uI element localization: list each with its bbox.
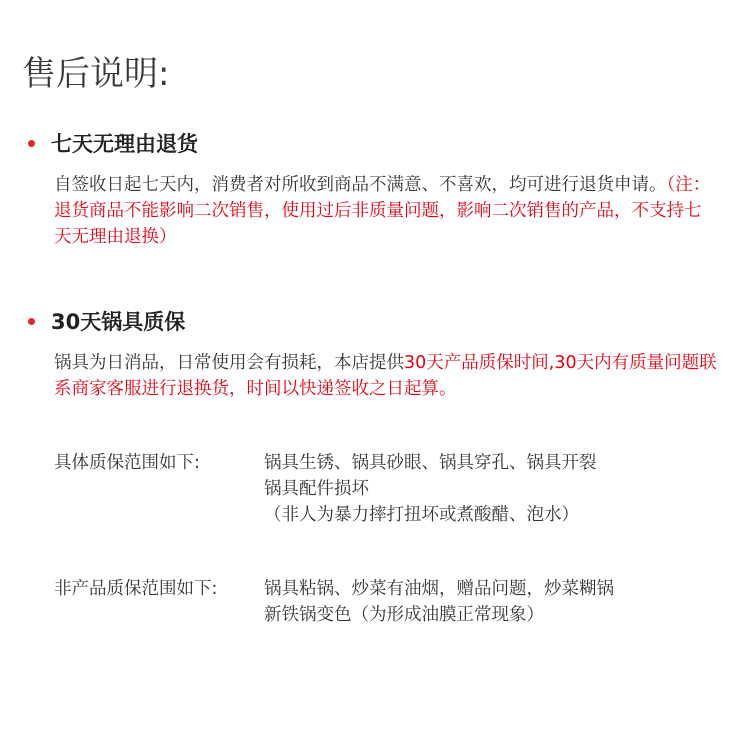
bullet-dot-icon [28, 140, 35, 147]
section-heading-return [28, 130, 198, 158]
warranty-policy-highlight: 30天产品质保时间,30天内有质量问题联系商家客服进行退换货，时间以快递签收之日起算。 [54, 353, 717, 399]
warranty-policy-plain: 锅具为日消品，日常使用会有损耗，本店提供 [54, 353, 404, 373]
return-policy-text [54, 172, 718, 250]
non-warranty-scope-line: 新铁锅变色（为形成油膜正常现象） [264, 605, 544, 625]
warranty-scope-list [264, 450, 597, 528]
page-title: 售后说明: [22, 54, 170, 94]
bullet-dot-icon [28, 318, 35, 325]
non-warranty-scope-label: 非产品质保范围如下: [54, 579, 218, 599]
section-heading-text: 30天锅具质保 [51, 310, 186, 334]
warranty-policy-text [54, 350, 718, 402]
warranty-scope-line: 锅具生锈、锅具砂眼、锅具穿孔、锅具开裂 [264, 453, 597, 473]
section-heading-warranty [28, 308, 185, 336]
warranty-scope-label: 具体质保范围如下: [54, 453, 200, 473]
section-heading-text: 七天无理由退货 [51, 132, 198, 156]
warranty-scope-line: （非人为暴力摔打扭坏或煮酸醋、泡水） [264, 505, 579, 525]
warranty-scope-line: 锅具配件损坏 [264, 479, 369, 499]
return-policy-note: （注：退货商品不能影响二次销售，使用过后非质量问题，影响二次销售的产品，不支持七天无理由退换） [54, 175, 711, 247]
non-warranty-scope-list [264, 576, 614, 628]
return-policy-plain: 自签收日起七天内，消费者对所收到商品不满意、不喜欢，均可进行退货申请。 [54, 175, 667, 195]
non-warranty-scope-line: 锅具粘锅、炒菜有油烟，赠品问题，炒菜糊锅 [264, 579, 614, 599]
